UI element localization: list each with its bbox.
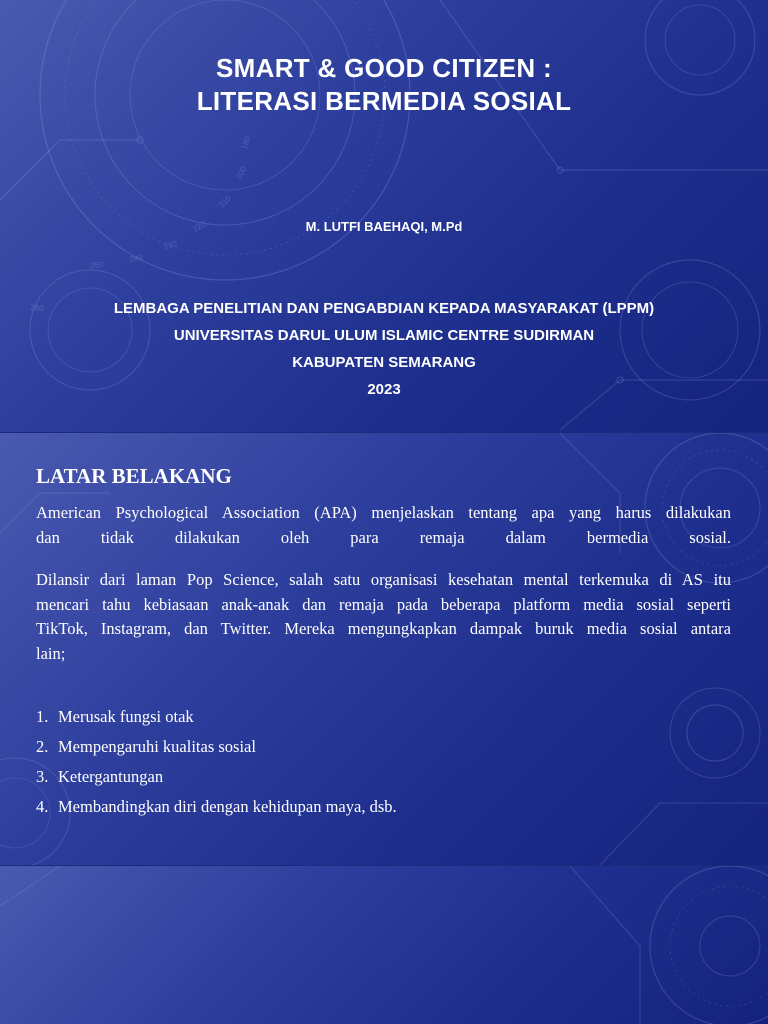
list-text: Ketergantungan xyxy=(58,767,164,786)
next-slide-partial xyxy=(0,866,768,1024)
list-number: 1. xyxy=(36,707,49,726)
author-name: M. LUTFI BAEHAQI, M.Pd xyxy=(305,219,463,234)
list-item xyxy=(36,702,731,732)
paragraph-2-line: Dilansir dari laman Pop Science, salah satu organisasi kesehatan mental terkemuka di AS itu xyxy=(36,570,731,589)
list-text: Mempengaruhi kualitas sosial xyxy=(58,737,256,756)
dial-number: 260 xyxy=(29,303,44,314)
title-line-1: SMART & GOOD CITIZEN : xyxy=(216,53,552,83)
list-item xyxy=(36,732,731,762)
list-text: Merusak fungsi otak xyxy=(58,707,194,726)
paragraph-1-line: American Psychological Association (APA) menjelaskan tentang apa yang harus dilakukan xyxy=(36,503,731,522)
paragraph-2-line: TikTok, Instagram, dan Twitter. Mereka mengungkapkan dampak buruk media sosial antara xyxy=(36,619,731,638)
dial-number: 210 xyxy=(217,193,233,210)
paragraph-2-line: mencari tahu kebiasaan anak-anak dan remaja pada beberapa platform media sosial seperti xyxy=(36,594,731,614)
circuit-decoration xyxy=(0,866,768,1024)
title-line-2: LITERASI BERMEDIA SOSIAL xyxy=(196,86,572,116)
section-heading: LATAR BELAKANG xyxy=(36,464,232,488)
list-number: 3. xyxy=(36,767,49,786)
content-slide xyxy=(0,433,768,865)
dial-number: 230 xyxy=(162,238,179,252)
slide-title xyxy=(0,52,768,118)
dial-number: 240 xyxy=(128,252,144,264)
institution-block xyxy=(0,295,768,403)
year: 2023 xyxy=(367,381,401,398)
dial-number: 190 xyxy=(239,135,253,151)
list-item xyxy=(36,792,731,822)
dial-number: 250 xyxy=(89,260,104,270)
dial-number: 220 xyxy=(191,219,208,234)
institution-line: UNIVERSITAS DARUL ULUM ISLAMIC CENTRE SUDIRMAN xyxy=(173,327,595,344)
list-number: 2. xyxy=(36,737,49,756)
list-text: Membandingkan diri dengan kehidupan maya, dsb. xyxy=(58,797,397,816)
institution-line: LEMBAGA PENELITIAN DAN PENGABDIAN KEPADA MASYARAKAT (LPPM) xyxy=(113,300,655,317)
content-body xyxy=(36,463,731,822)
list-item xyxy=(36,762,731,792)
paragraph-2-line: lain; xyxy=(36,643,66,663)
impact-list xyxy=(36,702,731,822)
title-slide xyxy=(0,0,768,432)
dial-number: 200 xyxy=(233,164,249,181)
institution-line: KABUPATEN SEMARANG xyxy=(292,354,476,371)
paragraph-1-line: dan tidak dilakukan oleh para remaja dalam bermedia sosial. xyxy=(36,527,731,547)
list-number: 4. xyxy=(36,797,49,816)
